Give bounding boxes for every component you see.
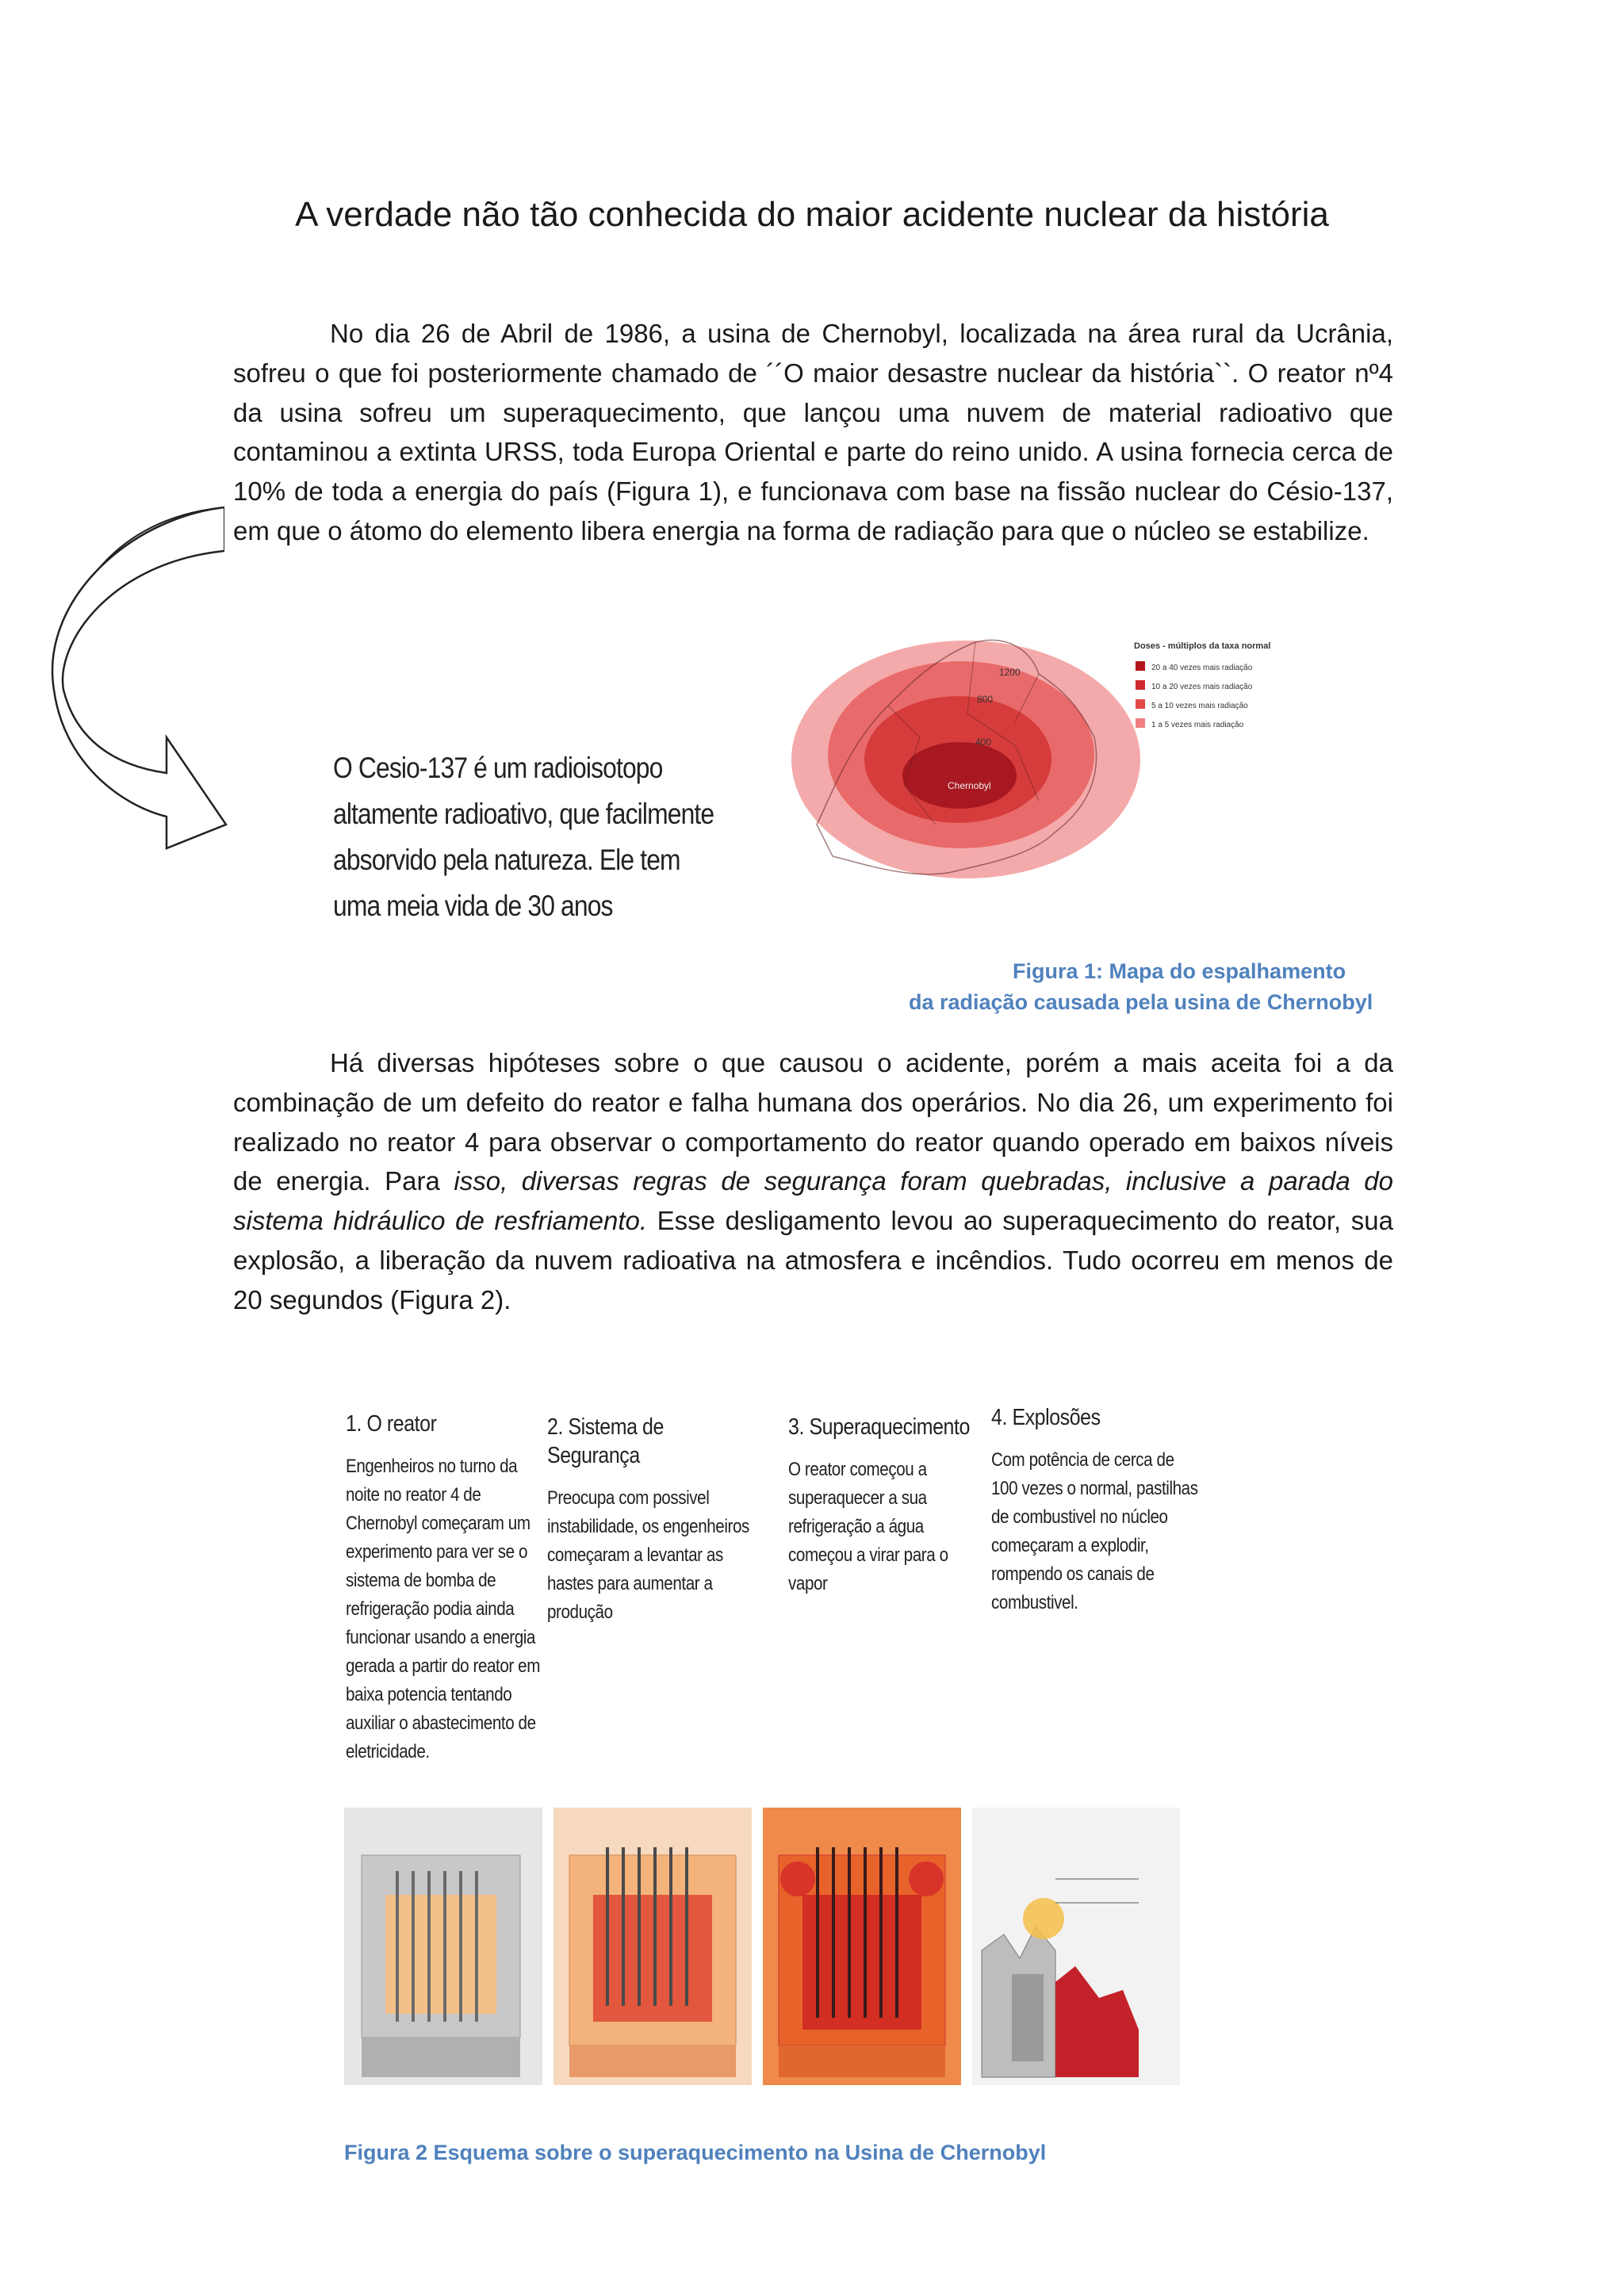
figure-2-caption: Figura 2 Esquema sobre o superaquecimento na Usina de Chernobyl bbox=[344, 2141, 1047, 2164]
paragraph-hypotheses bbox=[233, 1043, 1393, 1320]
radiation-map bbox=[777, 626, 1396, 912]
reactor-panel-3 bbox=[763, 1808, 961, 2085]
curved-arrow-icon bbox=[48, 499, 246, 912]
step-1-text: Engenheiros no turno da noite no reator 4 de Chernobyl começaram um experimento para ver se o sistema de bomba de refrigeração podia ainda funcionar usando a energia gerada a partir do reator em baixa potencia tentando auxiliar o abastecimento de eletricidade. bbox=[346, 1456, 540, 1762]
legend-swatch-2 bbox=[1136, 680, 1145, 690]
map-label-400: 400 bbox=[975, 737, 992, 748]
paragraph-hypotheses-part2: Esse desligamento levou ao superaquecimento do reator, sua explosão, a liberação da nuvem radioativa na atmosfera e incêndios. Tudo ocorreu em menos de 20 segundos (Figura 2). bbox=[233, 1206, 1394, 1314]
paragraph-intro bbox=[233, 314, 1393, 551]
step-1 bbox=[346, 1410, 550, 1766]
legend bbox=[1136, 661, 1253, 729]
map-label-1200: 1200 bbox=[999, 667, 1021, 678]
step-3-heading: 3. Superaquecimento bbox=[788, 1414, 970, 1440]
legend-label-3: 5 a 10 vezes mais radiação bbox=[1151, 702, 1248, 710]
paragraph-hypotheses-part1: Há diversas hipóteses sobre o que causou o acidente, porém a mais aceita foi a da combinação de um defeito do reator e falha humana dos operários. No dia 26, um experimento foi realizado no reator 4 para observar o comportamento do reator quando operado em baixos níveis de energia. Para bbox=[233, 1048, 1393, 1196]
legend-label-4: 1 a 5 vezes mais radiação bbox=[1151, 721, 1244, 729]
step-1-heading: 1. O reator bbox=[346, 1411, 437, 1437]
reactor-panel-1 bbox=[344, 1808, 542, 2085]
step-3 bbox=[788, 1413, 986, 1598]
legend-swatch-4 bbox=[1136, 718, 1145, 728]
cesium-note: O Cesio-137 é um radioisotopo altamente radioativo, que facilmente absorvido pela natureza. Ele tem uma meia vida de 30 anos bbox=[333, 752, 714, 922]
map-label-800: 800 bbox=[977, 694, 994, 705]
paragraph-intro-text: No dia 26 de Abril de 1986, a usina de Chernobyl, localizada na área rural da Ucrânia, sofreu o que foi posteriormente chamado de ´´O maior desastre nuclear da história``. O reator nº4 da usina sofreu um superaquecimento, que lançou uma nuvem de material radioativo que contaminou a extinta URSS, toda Europa Oriental e parte do reino unido. A usina fornecia cerca de 10% de toda a energia do país (Figura 1), e funcionava com base na fissão nuclear do Césio-137, em que o átomo do elemento libera energia na forma de radiação para que o núcleo se estabilize. bbox=[233, 319, 1393, 545]
legend-swatch-3 bbox=[1136, 699, 1145, 709]
step-2 bbox=[547, 1413, 759, 1627]
step-4-heading: 4. Explosões bbox=[991, 1405, 1101, 1430]
map-label-chernobyl: Chernobyl bbox=[948, 780, 991, 791]
reactor-panel-2 bbox=[553, 1808, 752, 2085]
legend-swatch-1 bbox=[1136, 661, 1145, 671]
legend-label-2: 10 a 20 vezes mais radiação bbox=[1151, 683, 1253, 691]
reactor-diagrams bbox=[338, 1792, 1194, 2093]
zone-20-40 bbox=[902, 742, 1017, 809]
legend-title: Doses - múltiplos da taxa normal bbox=[1134, 641, 1271, 651]
step-2-heading: 2. Sistema de Segurança bbox=[547, 1414, 664, 1468]
paragraph-hypotheses-italic: isso, diversas regras de segurança foram quebradas, inclusive a parada do sistema hidráulico de resfriamento. bbox=[233, 1166, 1393, 1236]
figure-1-caption-line2: da radiação causada pela usina de Chernobyl bbox=[909, 990, 1373, 1014]
reactor-panel-4 bbox=[972, 1808, 1180, 2085]
step-4 bbox=[991, 1403, 1203, 1617]
step-4-text: Com potência de cerca de 100 vezes o normal, pastilhas de combustivel no núcleo começaram a explodir, rompendo os canais de combustivel. bbox=[991, 1449, 1198, 1613]
figure-1-caption-line1: Figura 1: Mapa do espalhamento bbox=[1013, 959, 1346, 983]
step-3-text: O reator começou a superaquecer a sua refrigeração a água começou a virar para o vapor bbox=[788, 1459, 948, 1594]
step-2-text: Preocupa com possivel instabilidade, os engenheiros começaram a levantar as hastes para aumentar a produção bbox=[547, 1487, 749, 1623]
legend-label-1: 20 a 40 vezes mais radiação bbox=[1151, 664, 1253, 672]
page-title: A verdade não tão conhecida do maior acidente nuclear da história bbox=[295, 195, 1329, 234]
